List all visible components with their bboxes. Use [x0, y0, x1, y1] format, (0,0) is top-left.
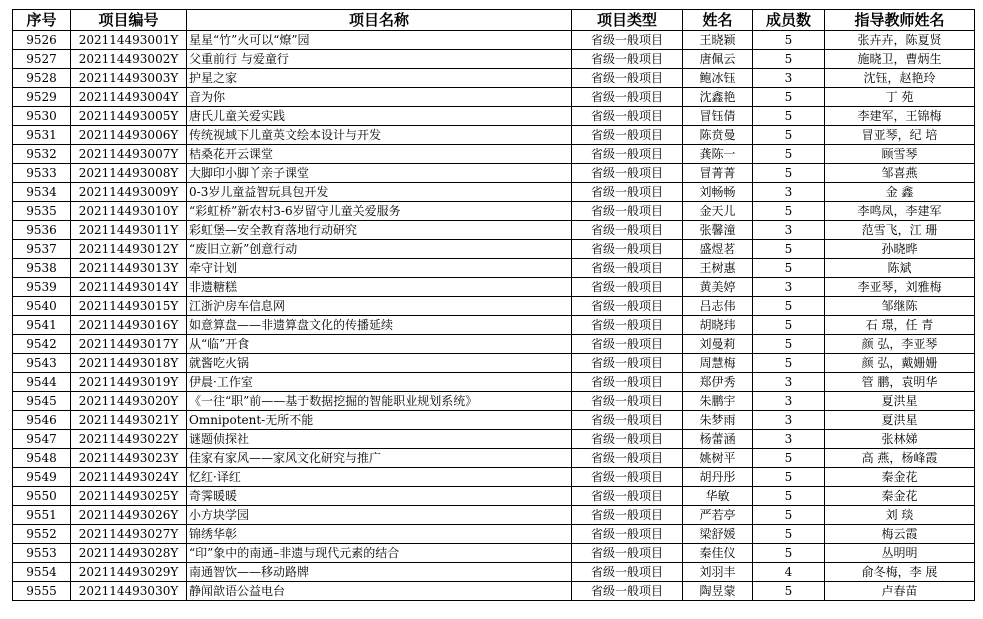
cell-student-name: 胡丹彤 [683, 468, 753, 487]
cell-project-name: 伊晨·工作室 [187, 373, 572, 392]
cell-project-id: 202114493025Y [71, 487, 187, 506]
cell-member-count: 5 [753, 544, 825, 563]
cell-index: 9531 [13, 126, 71, 145]
header-index: 序号 [13, 10, 71, 31]
cell-student-name: 严若亭 [683, 506, 753, 525]
cell-student-name: 秦佳仪 [683, 544, 753, 563]
cell-project-type: 省级一般项目 [572, 183, 683, 202]
cell-member-count: 5 [753, 316, 825, 335]
cell-student-name: 鲍冰钰 [683, 69, 753, 88]
cell-member-count: 5 [753, 107, 825, 126]
cell-project-id: 202114493030Y [71, 582, 187, 601]
cell-index: 9552 [13, 525, 71, 544]
cell-member-count: 5 [753, 297, 825, 316]
cell-project-id: 202114493012Y [71, 240, 187, 259]
cell-index: 9547 [13, 430, 71, 449]
cell-project-name: 就酱吃火锅 [187, 354, 572, 373]
cell-project-type: 省级一般项目 [572, 525, 683, 544]
cell-project-name: 《一往“职”前——基于数据挖掘的智能职业规划系统》 [187, 392, 572, 411]
cell-index: 9553 [13, 544, 71, 563]
cell-project-type: 省级一般项目 [572, 69, 683, 88]
cell-advisor-name: 陈斌 [825, 259, 975, 278]
cell-member-count: 3 [753, 69, 825, 88]
cell-member-count: 5 [753, 449, 825, 468]
header-row [13, 10, 975, 31]
cell-project-type: 省级一般项目 [572, 544, 683, 563]
table-row [13, 240, 975, 259]
cell-member-count: 5 [753, 126, 825, 145]
cell-member-count: 5 [753, 31, 825, 50]
cell-advisor-name: 夏洪星 [825, 392, 975, 411]
cell-project-type: 省级一般项目 [572, 354, 683, 373]
cell-project-type: 省级一般项目 [572, 221, 683, 240]
cell-index: 9542 [13, 335, 71, 354]
table-row [13, 563, 975, 582]
cell-project-type: 省级一般项目 [572, 316, 683, 335]
cell-project-type: 省级一般项目 [572, 506, 683, 525]
cell-member-count: 5 [753, 506, 825, 525]
cell-project-id: 202114493013Y [71, 259, 187, 278]
cell-member-count: 3 [753, 411, 825, 430]
cell-student-name: 唐佩云 [683, 50, 753, 69]
cell-advisor-name: 夏洪星 [825, 411, 975, 430]
cell-project-id: 202114493022Y [71, 430, 187, 449]
cell-advisor-name: 孙晓晔 [825, 240, 975, 259]
cell-project-name: “废旧立新”创意行动 [187, 240, 572, 259]
cell-index: 9526 [13, 31, 71, 50]
table-row [13, 183, 975, 202]
cell-project-id: 202114493016Y [71, 316, 187, 335]
cell-project-name: 静闻歆语公益电台 [187, 582, 572, 601]
table-row [13, 506, 975, 525]
cell-student-name: 黄美婷 [683, 278, 753, 297]
cell-index: 9548 [13, 449, 71, 468]
cell-index: 9530 [13, 107, 71, 126]
cell-index: 9551 [13, 506, 71, 525]
cell-project-id: 202114493007Y [71, 145, 187, 164]
cell-student-name: 杨蕾涵 [683, 430, 753, 449]
cell-project-id: 202114493018Y [71, 354, 187, 373]
header-project-id: 项目编号 [71, 10, 187, 31]
cell-member-count: 3 [753, 183, 825, 202]
table-body [13, 31, 975, 601]
header-student-name: 姓名 [683, 10, 753, 31]
cell-project-name: 非遗糖糕 [187, 278, 572, 297]
cell-index: 9538 [13, 259, 71, 278]
table-row [13, 50, 975, 69]
table-row [13, 202, 975, 221]
cell-project-name: 忆红·译红 [187, 468, 572, 487]
cell-student-name: 朱鹏宇 [683, 392, 753, 411]
cell-member-count: 3 [753, 278, 825, 297]
cell-member-count: 5 [753, 259, 825, 278]
cell-advisor-name: 颜 弘，李亚琴 [825, 335, 975, 354]
cell-member-count: 5 [753, 582, 825, 601]
cell-member-count: 5 [753, 88, 825, 107]
cell-project-name: “印”象中的南通–非遗与现代元素的结合 [187, 544, 572, 563]
cell-advisor-name: 施晓卫，曹炳生 [825, 50, 975, 69]
table-row [13, 430, 975, 449]
cell-student-name: 吕志伟 [683, 297, 753, 316]
cell-index: 9554 [13, 563, 71, 582]
table-row [13, 31, 975, 50]
cell-project-id: 202114493001Y [71, 31, 187, 50]
cell-project-name: 音为你 [187, 88, 572, 107]
cell-student-name: 冒菁菁 [683, 164, 753, 183]
cell-student-name: 王晓颖 [683, 31, 753, 50]
cell-project-type: 省级一般项目 [572, 278, 683, 297]
cell-project-type: 省级一般项目 [572, 145, 683, 164]
cell-project-type: 省级一般项目 [572, 88, 683, 107]
cell-student-name: 冒钰倩 [683, 107, 753, 126]
cell-index: 9528 [13, 69, 71, 88]
cell-index: 9545 [13, 392, 71, 411]
cell-student-name: 陈贲曼 [683, 126, 753, 145]
table-row [13, 487, 975, 506]
cell-index: 9534 [13, 183, 71, 202]
cell-advisor-name: 秦金花 [825, 468, 975, 487]
cell-index: 9550 [13, 487, 71, 506]
cell-student-name: 华敏 [683, 487, 753, 506]
cell-advisor-name: 顾雪琴 [825, 145, 975, 164]
cell-project-type: 省级一般项目 [572, 202, 683, 221]
cell-project-id: 202114493002Y [71, 50, 187, 69]
cell-project-name: 锦绣华彰 [187, 525, 572, 544]
cell-student-name: 姚树平 [683, 449, 753, 468]
cell-project-id: 202114493023Y [71, 449, 187, 468]
cell-project-name: 父重前行 与爱童行 [187, 50, 572, 69]
cell-advisor-name: 高 燕，杨峰霞 [825, 449, 975, 468]
cell-project-id: 202114493026Y [71, 506, 187, 525]
table-row [13, 373, 975, 392]
cell-index: 9541 [13, 316, 71, 335]
cell-advisor-name: 范雪飞，江 珊 [825, 221, 975, 240]
cell-advisor-name: 冒亚琴，纪 培 [825, 126, 975, 145]
cell-project-type: 省级一般项目 [572, 392, 683, 411]
table-row [13, 164, 975, 183]
table-row [13, 316, 975, 335]
cell-project-name: 江浙沪房车信息网 [187, 297, 572, 316]
cell-advisor-name: 金 鑫 [825, 183, 975, 202]
cell-student-name: 朱梦雨 [683, 411, 753, 430]
cell-index: 9544 [13, 373, 71, 392]
projects-table [12, 9, 975, 601]
cell-member-count: 5 [753, 202, 825, 221]
cell-project-type: 省级一般项目 [572, 411, 683, 430]
cell-index: 9546 [13, 411, 71, 430]
cell-project-id: 202114493008Y [71, 164, 187, 183]
cell-project-type: 省级一般项目 [572, 240, 683, 259]
cell-project-type: 省级一般项目 [572, 126, 683, 145]
cell-project-name: 传统视域下儿童英文绘本设计与开发 [187, 126, 572, 145]
cell-project-name: 护星之家 [187, 69, 572, 88]
cell-project-type: 省级一般项目 [572, 373, 683, 392]
cell-index: 9537 [13, 240, 71, 259]
cell-advisor-name: 张林娣 [825, 430, 975, 449]
cell-advisor-name: 李鸣凤，李建军 [825, 202, 975, 221]
cell-project-id: 202114493005Y [71, 107, 187, 126]
cell-member-count: 3 [753, 430, 825, 449]
cell-project-name: 从“临”开食 [187, 335, 572, 354]
cell-project-id: 202114493024Y [71, 468, 187, 487]
table-row [13, 126, 975, 145]
cell-member-count: 5 [753, 164, 825, 183]
cell-member-count: 5 [753, 354, 825, 373]
cell-project-type: 省级一般项目 [572, 164, 683, 183]
cell-project-id: 202114493028Y [71, 544, 187, 563]
table-row [13, 297, 975, 316]
cell-student-name: 周慧梅 [683, 354, 753, 373]
cell-member-count: 4 [753, 563, 825, 582]
cell-student-name: 刘曼莉 [683, 335, 753, 354]
cell-member-count: 5 [753, 50, 825, 69]
cell-project-name: 牵守计划 [187, 259, 572, 278]
cell-advisor-name: 丁 苑 [825, 88, 975, 107]
cell-index: 9549 [13, 468, 71, 487]
table-row [13, 221, 975, 240]
table-row [13, 411, 975, 430]
cell-member-count: 5 [753, 335, 825, 354]
cell-index: 9532 [13, 145, 71, 164]
cell-student-name: 金天儿 [683, 202, 753, 221]
cell-project-type: 省级一般项目 [572, 297, 683, 316]
cell-project-name: 佳家有家风——家风文化研究与推广 [187, 449, 572, 468]
cell-advisor-name: 俞冬梅，李 展 [825, 563, 975, 582]
table-row [13, 335, 975, 354]
cell-index: 9535 [13, 202, 71, 221]
cell-project-id: 202114493027Y [71, 525, 187, 544]
table-row [13, 392, 975, 411]
cell-advisor-name: 李建军，王锦梅 [825, 107, 975, 126]
cell-advisor-name: 卢春苗 [825, 582, 975, 601]
cell-project-id: 202114493014Y [71, 278, 187, 297]
header-advisor-name: 指导教师姓名 [825, 10, 975, 31]
cell-student-name: 陶昱蒙 [683, 582, 753, 601]
table-row [13, 278, 975, 297]
cell-project-id: 202114493019Y [71, 373, 187, 392]
cell-advisor-name: 李亚琴，刘雅梅 [825, 278, 975, 297]
cell-project-id: 202114493004Y [71, 88, 187, 107]
cell-member-count: 5 [753, 145, 825, 164]
cell-index: 9543 [13, 354, 71, 373]
cell-project-type: 省级一般项目 [572, 563, 683, 582]
cell-project-name: Omnipotent-无所不能 [187, 411, 572, 430]
cell-index: 9529 [13, 88, 71, 107]
cell-project-name: 唐氏儿童关爱实践 [187, 107, 572, 126]
cell-project-type: 省级一般项目 [572, 335, 683, 354]
cell-index: 9536 [13, 221, 71, 240]
cell-index: 9555 [13, 582, 71, 601]
cell-project-type: 省级一般项目 [572, 107, 683, 126]
cell-project-id: 202114493006Y [71, 126, 187, 145]
table-row [13, 145, 975, 164]
cell-project-id: 202114493011Y [71, 221, 187, 240]
cell-advisor-name: 梅云霞 [825, 525, 975, 544]
cell-student-name: 郑伊秀 [683, 373, 753, 392]
cell-project-id: 202114493015Y [71, 297, 187, 316]
table-row [13, 354, 975, 373]
cell-advisor-name: 管 鹏，袁明华 [825, 373, 975, 392]
cell-member-count: 5 [753, 487, 825, 506]
cell-project-name: 大脚印小脚丫亲子课堂 [187, 164, 572, 183]
header-project-type: 项目类型 [572, 10, 683, 31]
cell-student-name: 梁舒媛 [683, 525, 753, 544]
cell-member-count: 3 [753, 373, 825, 392]
cell-project-id: 202114493017Y [71, 335, 187, 354]
cell-project-type: 省级一般项目 [572, 259, 683, 278]
cell-project-name: 0-3岁儿童益智玩具包开发 [187, 183, 572, 202]
cell-student-name: 刘畅畅 [683, 183, 753, 202]
cell-project-name: 谜题侦探社 [187, 430, 572, 449]
header-project-name: 项目名称 [187, 10, 572, 31]
cell-project-name: 彩虹堡—安全教育落地行动研究 [187, 221, 572, 240]
table-row [13, 582, 975, 601]
cell-index: 9540 [13, 297, 71, 316]
header-member-count: 成员数 [753, 10, 825, 31]
table-row [13, 468, 975, 487]
cell-advisor-name: 颜 弘，戴姗姗 [825, 354, 975, 373]
cell-student-name: 刘羽丰 [683, 563, 753, 582]
cell-project-type: 省级一般项目 [572, 582, 683, 601]
cell-project-name: 如意算盘——非遗算盘文化的传播延续 [187, 316, 572, 335]
cell-advisor-name: 张卉卉，陈夏贤 [825, 31, 975, 50]
cell-member-count: 3 [753, 221, 825, 240]
cell-member-count: 5 [753, 240, 825, 259]
cell-project-type: 省级一般项目 [572, 468, 683, 487]
cell-student-name: 沈鑫艳 [683, 88, 753, 107]
cell-project-id: 202114493010Y [71, 202, 187, 221]
cell-student-name: 龚陈一 [683, 145, 753, 164]
cell-project-id: 202114493009Y [71, 183, 187, 202]
table-row [13, 107, 975, 126]
cell-index: 9539 [13, 278, 71, 297]
cell-project-type: 省级一般项目 [572, 449, 683, 468]
cell-project-name: 小方块学园 [187, 506, 572, 525]
cell-project-id: 202114493003Y [71, 69, 187, 88]
cell-advisor-name: 邹喜燕 [825, 164, 975, 183]
cell-student-name: 王树惠 [683, 259, 753, 278]
table-row [13, 88, 975, 107]
table-row [13, 69, 975, 88]
cell-member-count: 5 [753, 468, 825, 487]
cell-advisor-name: 邹继陈 [825, 297, 975, 316]
cell-advisor-name: 刘 琰 [825, 506, 975, 525]
cell-project-id: 202114493029Y [71, 563, 187, 582]
cell-advisor-name: 沈钰，赵艳玲 [825, 69, 975, 88]
cell-index: 9533 [13, 164, 71, 183]
table-row [13, 449, 975, 468]
cell-advisor-name: 石 璟，任 青 [825, 316, 975, 335]
cell-student-name: 张馨潼 [683, 221, 753, 240]
cell-student-name: 胡晓玮 [683, 316, 753, 335]
cell-member-count: 5 [753, 525, 825, 544]
cell-project-name: 奇霁暖暖 [187, 487, 572, 506]
table-row [13, 259, 975, 278]
cell-project-name: 桔桑花开云课堂 [187, 145, 572, 164]
cell-project-name: 南通智饮——移动路牌 [187, 563, 572, 582]
cell-member-count: 3 [753, 392, 825, 411]
cell-advisor-name: 丛明明 [825, 544, 975, 563]
cell-project-type: 省级一般项目 [572, 430, 683, 449]
cell-project-name: “彩虹桥”新农村3-6岁留守儿童关爱服务 [187, 202, 572, 221]
cell-index: 9527 [13, 50, 71, 69]
cell-student-name: 盛煜茗 [683, 240, 753, 259]
cell-project-type: 省级一般项目 [572, 50, 683, 69]
table-row [13, 544, 975, 563]
cell-project-id: 202114493020Y [71, 392, 187, 411]
table-row [13, 525, 975, 544]
cell-advisor-name: 秦金花 [825, 487, 975, 506]
cell-project-type: 省级一般项目 [572, 31, 683, 50]
cell-project-name: 星星“竹”火可以“燎”园 [187, 31, 572, 50]
cell-project-type: 省级一般项目 [572, 487, 683, 506]
cell-project-id: 202114493021Y [71, 411, 187, 430]
